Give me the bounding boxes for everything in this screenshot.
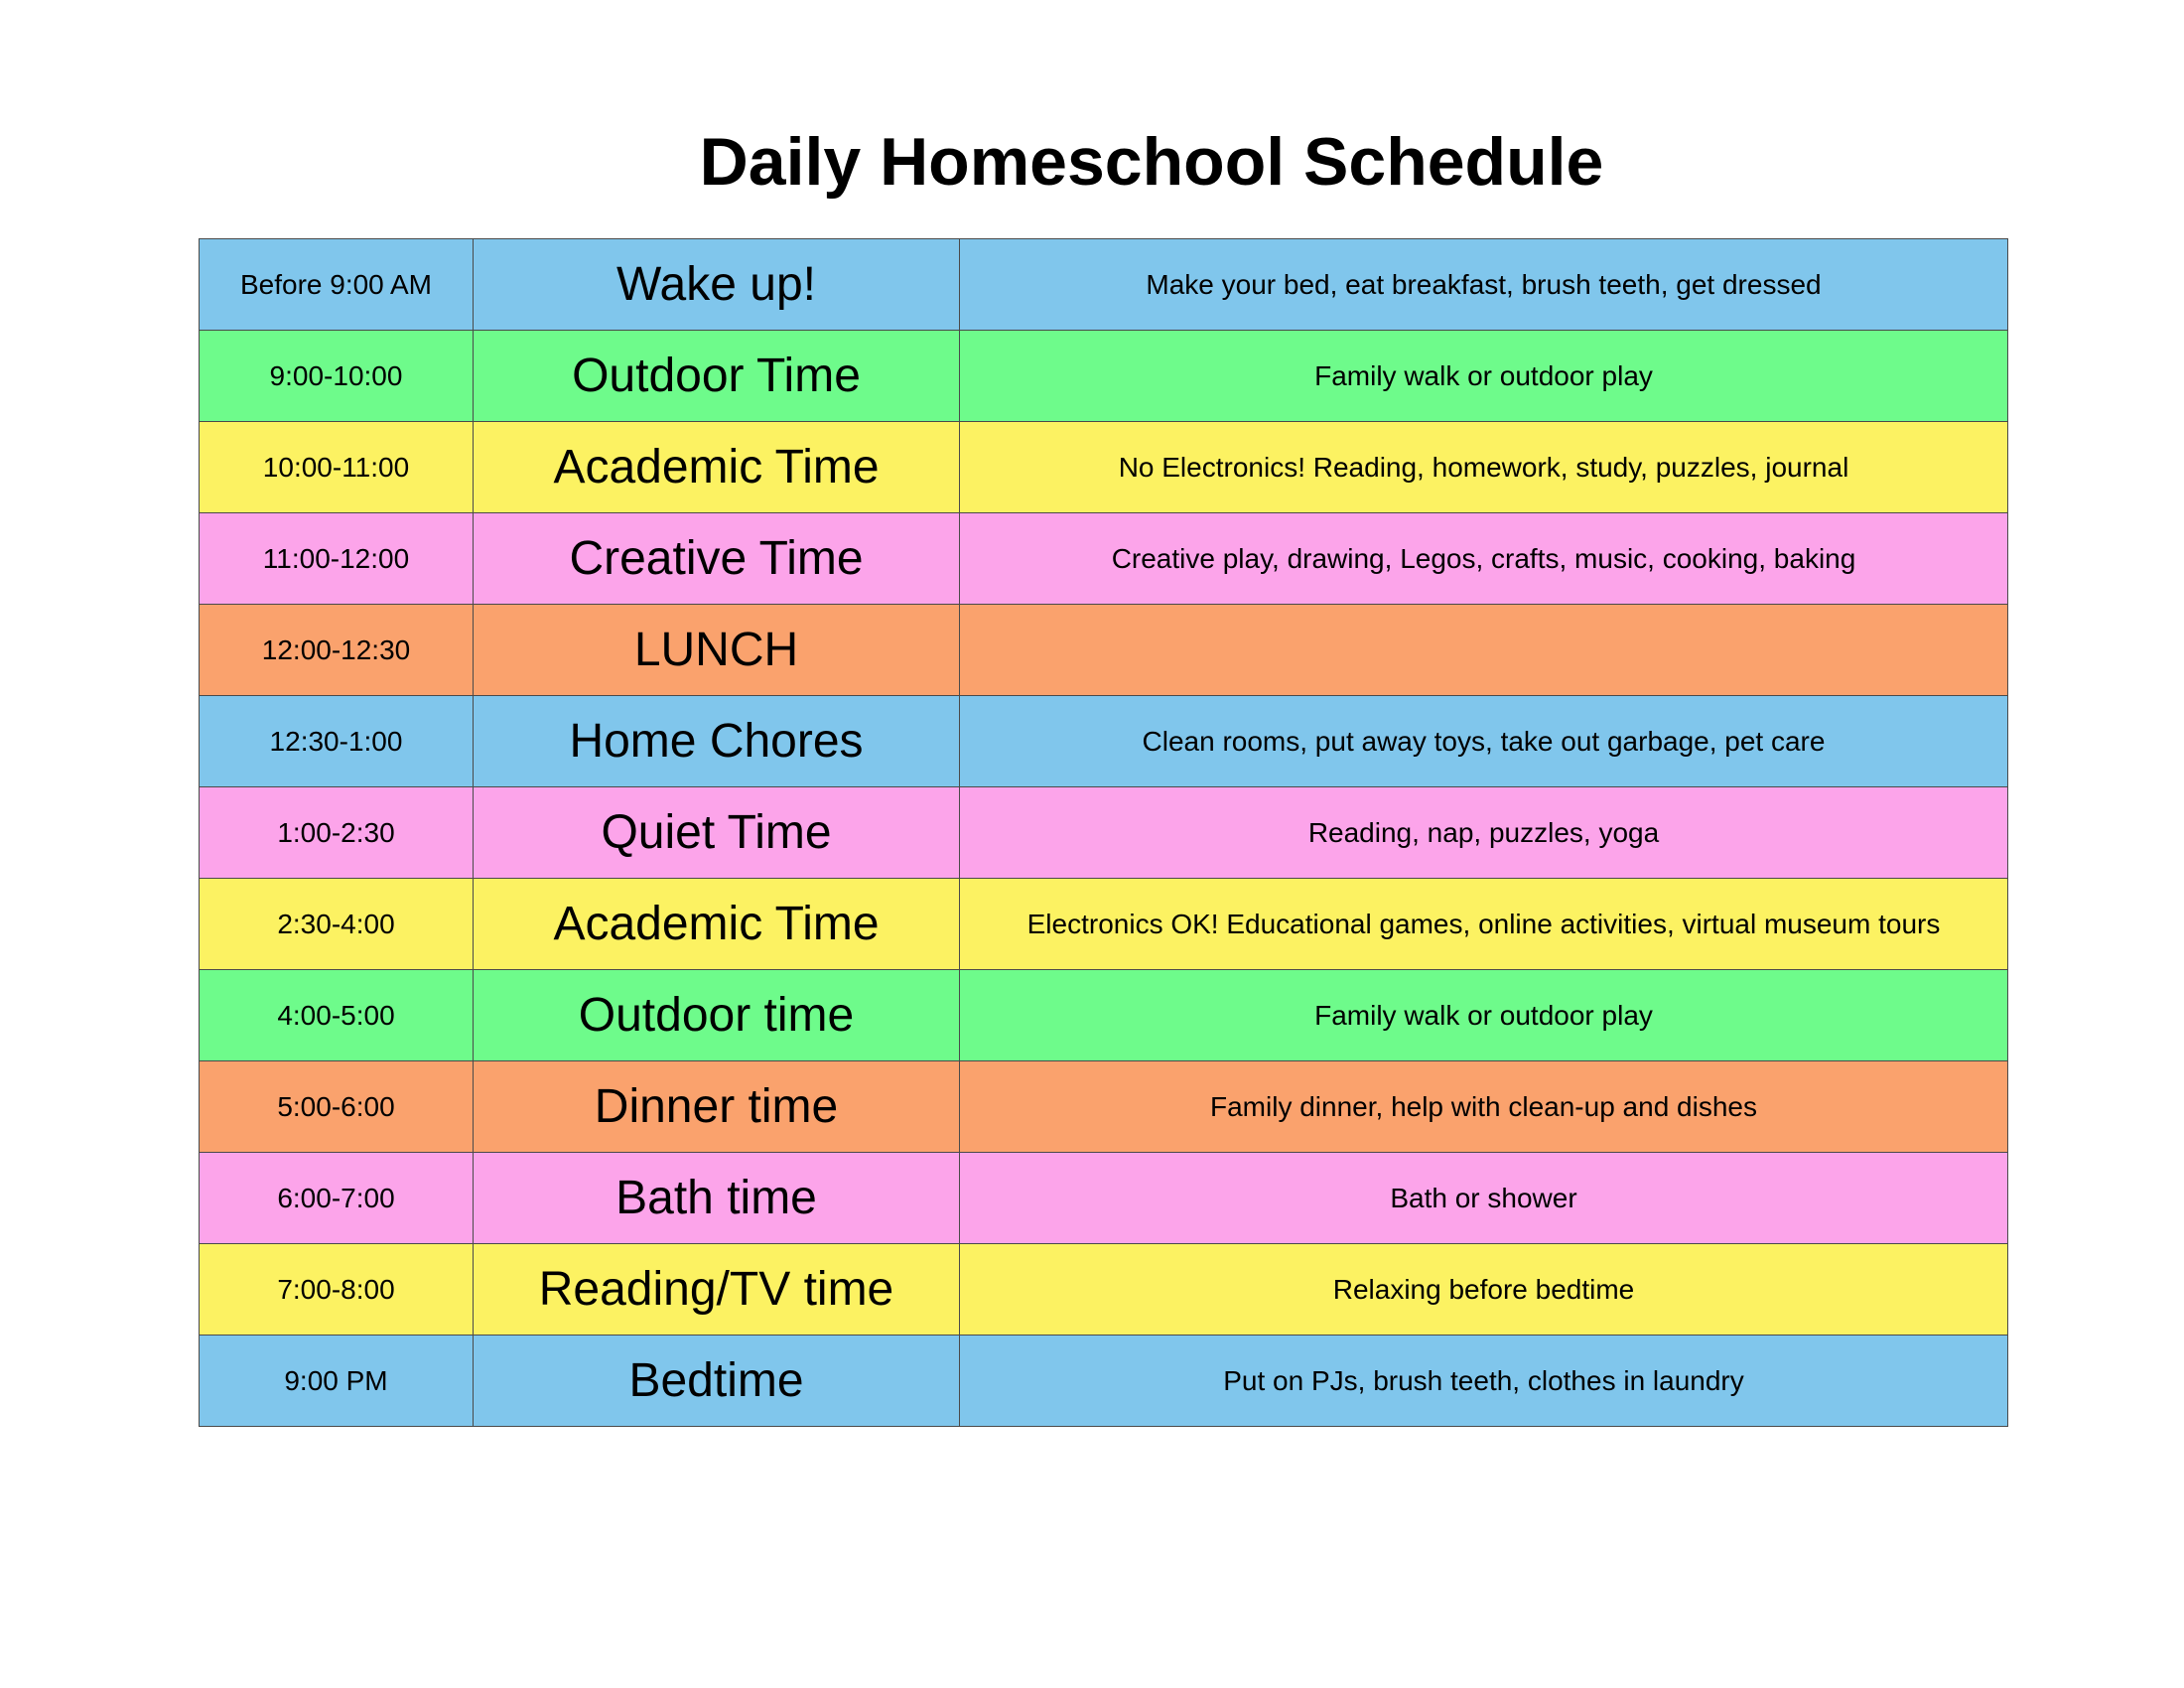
table-row [200,239,2008,331]
description-cell: Reading, nap, puzzles, yoga [960,787,2008,879]
activity-cell: Wake up! [474,239,960,331]
time-cell: 11:00-12:00 [200,513,474,605]
time-cell: 12:30-1:00 [200,696,474,787]
description-cell: Creative play, drawing, Legos, crafts, music, cooking, baking [960,513,2008,605]
table-row [200,331,2008,422]
description-cell: Relaxing before bedtime [960,1244,2008,1336]
schedule-table [199,238,2008,1427]
time-cell: 12:00-12:30 [200,605,474,696]
activity-cell: Bedtime [474,1336,960,1427]
description-cell: Electronics OK! Educational games, online activities, virtual museum tours [960,879,2008,970]
description-cell: Family walk or outdoor play [960,331,2008,422]
time-cell: 4:00-5:00 [200,970,474,1061]
activity-cell: Creative Time [474,513,960,605]
time-cell: 10:00-11:00 [200,422,474,513]
table-row [200,1336,2008,1427]
activity-cell: Outdoor Time [474,331,960,422]
activity-cell: Reading/TV time [474,1244,960,1336]
time-cell: 7:00-8:00 [200,1244,474,1336]
description-cell: Family walk or outdoor play [960,970,2008,1061]
time-cell: 9:00 PM [200,1336,474,1427]
table-row [200,1061,2008,1153]
activity-cell: Quiet Time [474,787,960,879]
table-row [200,605,2008,696]
table-row [200,513,2008,605]
description-cell: Family dinner, help with clean-up and dishes [960,1061,2008,1153]
table-row [200,787,2008,879]
description-cell [960,605,2008,696]
description-cell: Make your bed, eat breakfast, brush teeth, get dressed [960,239,2008,331]
description-cell: Clean rooms, put away toys, take out garbage, pet care [960,696,2008,787]
time-cell: 1:00-2:30 [200,787,474,879]
description-cell: Put on PJs, brush teeth, clothes in laundry [960,1336,2008,1427]
time-cell: Before 9:00 AM [200,239,474,331]
activity-cell: Academic Time [474,879,960,970]
activity-cell: Home Chores [474,696,960,787]
table-row [200,970,2008,1061]
time-cell: 5:00-6:00 [200,1061,474,1153]
table-row [200,1153,2008,1244]
table-row [200,1244,2008,1336]
activity-cell: Bath time [474,1153,960,1244]
table-row [200,879,2008,970]
table-row [200,696,2008,787]
table-row [200,422,2008,513]
description-cell: No Electronics! Reading, homework, study, puzzles, journal [960,422,2008,513]
activity-cell: Dinner time [474,1061,960,1153]
activity-cell: Academic Time [474,422,960,513]
page-title: Daily Homeschool Schedule [699,124,1604,200]
description-cell: Bath or shower [960,1153,2008,1244]
time-cell: 6:00-7:00 [200,1153,474,1244]
time-cell: 2:30-4:00 [200,879,474,970]
activity-cell: LUNCH [474,605,960,696]
time-cell: 9:00-10:00 [200,331,474,422]
activity-cell: Outdoor time [474,970,960,1061]
